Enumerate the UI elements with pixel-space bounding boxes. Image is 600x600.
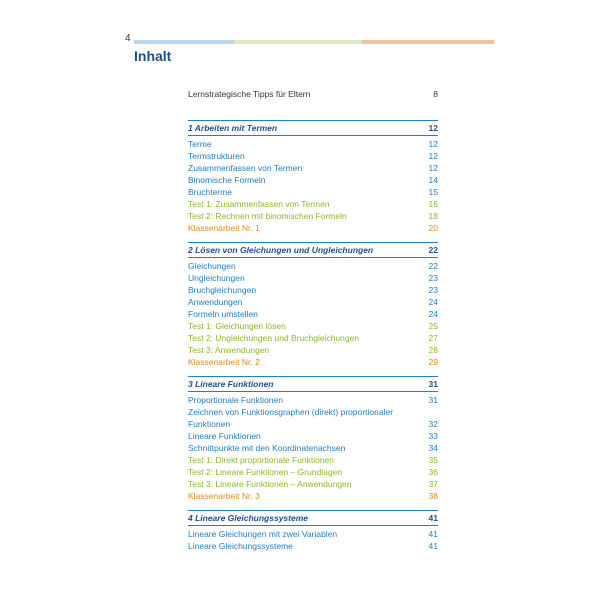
toc-entry-page: 12 [428,151,438,161]
page-number: 4 [125,33,131,44]
toc-entry[interactable] [188,260,438,272]
toc-entry-label: Ungleichungen [188,273,245,283]
toc-entry-label: Zusammenfassen von Termen [188,163,303,173]
chapter-heading[interactable] [188,120,438,136]
toc-entry-label: Klassenarbeit Nr. 1 [188,223,260,233]
toc-entry-page: 36 [428,467,438,477]
toc-spacer [188,100,438,112]
toc-entry-label: Test 1: Zusammenfassen von Termen [188,199,330,209]
toc-entry-label: Test 2: Ungleichungen und Bruchgleichungen [188,333,360,343]
chapter-title: 4 Lineare Gleichungssysteme [188,513,308,523]
toc-entry-label: Proportionale Funktionen [188,395,283,405]
toc-entry[interactable] [188,222,438,234]
toc-entry-page: 29 [428,357,438,367]
toc-entry-label: Formeln umstellen [188,309,258,319]
toc-entry-page: 12 [428,139,438,149]
toc-entry-label: Zeichnen von Funktionsgraphen (direkt) proportionaler Funktionen [188,407,394,429]
color-bar-blue [134,40,234,44]
toc-entry-label: Lineare Funktionen [188,431,261,441]
toc-entry-label: Test 3: Lineare Funktionen – Anwendungen [188,479,352,489]
chapter-page: 12 [428,123,438,133]
toc-entry-page: 15 [428,187,438,197]
toc-entry[interactable] [188,272,438,284]
toc-entry[interactable] [188,162,438,174]
toc-entry[interactable] [188,454,438,466]
chapter-page: 41 [428,513,438,523]
toc-entry[interactable] [188,540,438,552]
toc-entry-label: Test 3: Anwendungen [188,345,270,355]
toc-entry[interactable] [188,490,438,502]
toc-entry-label: Gleichungen [188,261,236,271]
chapter-page: 22 [428,245,438,255]
toc-entry[interactable] [188,344,438,356]
color-bar-orange [362,40,494,44]
toc-intro-page: 8 [433,89,438,99]
toc-entry-label: Lineare Gleichungssysteme [188,541,293,551]
toc-entry-page: 38 [428,491,438,501]
toc-entry[interactable] [188,332,438,344]
toc-entry[interactable] [188,210,438,222]
toc-entry-label: Bruchgleichungen [188,285,257,295]
toc-entry[interactable] [188,138,438,150]
toc-entry[interactable] [188,150,438,162]
toc-entry-page: 23 [428,273,438,283]
toc-entry-page: 22 [428,261,438,271]
chapter-heading[interactable] [188,242,438,258]
table-of-contents [188,88,438,552]
toc-entry[interactable] [188,356,438,368]
toc-entry[interactable] [188,320,438,332]
toc-entry-page: 41 [428,529,438,539]
toc-entry-label: Terme [188,139,212,149]
chapter-title: 3 Lineare Funktionen [188,379,274,389]
toc-entry-page: 35 [428,455,438,465]
toc-entry-page: 24 [428,297,438,307]
toc-entry-page: 32 [428,419,438,429]
toc-entry-page: 18 [428,211,438,221]
toc-intro-label: Lernstrategische Tipps für Eltern [188,89,311,99]
toc-entry[interactable] [188,174,438,186]
toc-entry-label: Schnittpunkte mit den Koordinatenachsen [188,443,346,453]
toc-entry[interactable] [188,442,438,454]
toc-entry-page: 16 [428,199,438,209]
toc-entry[interactable] [188,528,438,540]
toc-entry[interactable] [188,394,438,406]
toc-entry-label: Test 1: Gleichungen lösen [188,321,286,331]
toc-entry-page: 24 [428,309,438,319]
toc-entry-label: Anwendungen [188,297,243,307]
toc-entry-page: 31 [428,395,438,405]
chapter-title: 2 Lösen von Gleichungen und Ungleichungen [188,245,374,255]
toc-entry[interactable] [188,478,438,490]
toc-entry[interactable] [188,406,438,430]
toc-entry-page: 34 [428,443,438,453]
toc-entry-page: 41 [428,541,438,551]
toc-entry-label: Test 1: Direkt proportionale Funktionen [188,455,334,465]
toc-entry-label: Bruchterme [188,187,232,197]
toc-entry-label: Termstrukturen [188,151,245,161]
chapter-heading[interactable] [188,376,438,392]
toc-entry-page: 14 [428,175,438,185]
toc-intro-row[interactable] [188,88,438,100]
toc-entry[interactable] [188,466,438,478]
toc-entry-label: Test 2: Rechnen mit binomischen Formeln [188,211,347,221]
toc-entry[interactable] [188,186,438,198]
toc-entry[interactable] [188,284,438,296]
toc-entry[interactable] [188,308,438,320]
toc-entry-page: 37 [428,479,438,489]
toc-entry-label: Klassenarbeit Nr. 3 [188,491,260,501]
color-bar-green [234,40,362,44]
toc-entry-page: 23 [428,285,438,295]
toc-entry[interactable] [188,430,438,442]
toc-entry-label: Test 2: Lineare Funktionen – Grundlagen [188,467,343,477]
toc-entry-page: 12 [428,163,438,173]
toc-entry[interactable] [188,296,438,308]
toc-entry-page: 25 [428,321,438,331]
toc-entry-label: Lineare Gleichungen mit zwei Variablen [188,529,338,539]
chapter-page: 31 [428,379,438,389]
page-title: Inhalt [134,48,172,64]
toc-entry-page: 27 [428,333,438,343]
toc-entry-label: Klassenarbeit Nr. 2 [188,357,260,367]
toc-entry-page: 28 [428,345,438,355]
toc-entry-label: Binomische Formeln [188,175,266,185]
chapter-heading[interactable] [188,510,438,526]
toc-entry-page: 33 [428,431,438,441]
toc-entry[interactable] [188,198,438,210]
chapter-title: 1 Arbeiten mit Termen [188,123,278,133]
toc-entry-page: 20 [428,223,438,233]
